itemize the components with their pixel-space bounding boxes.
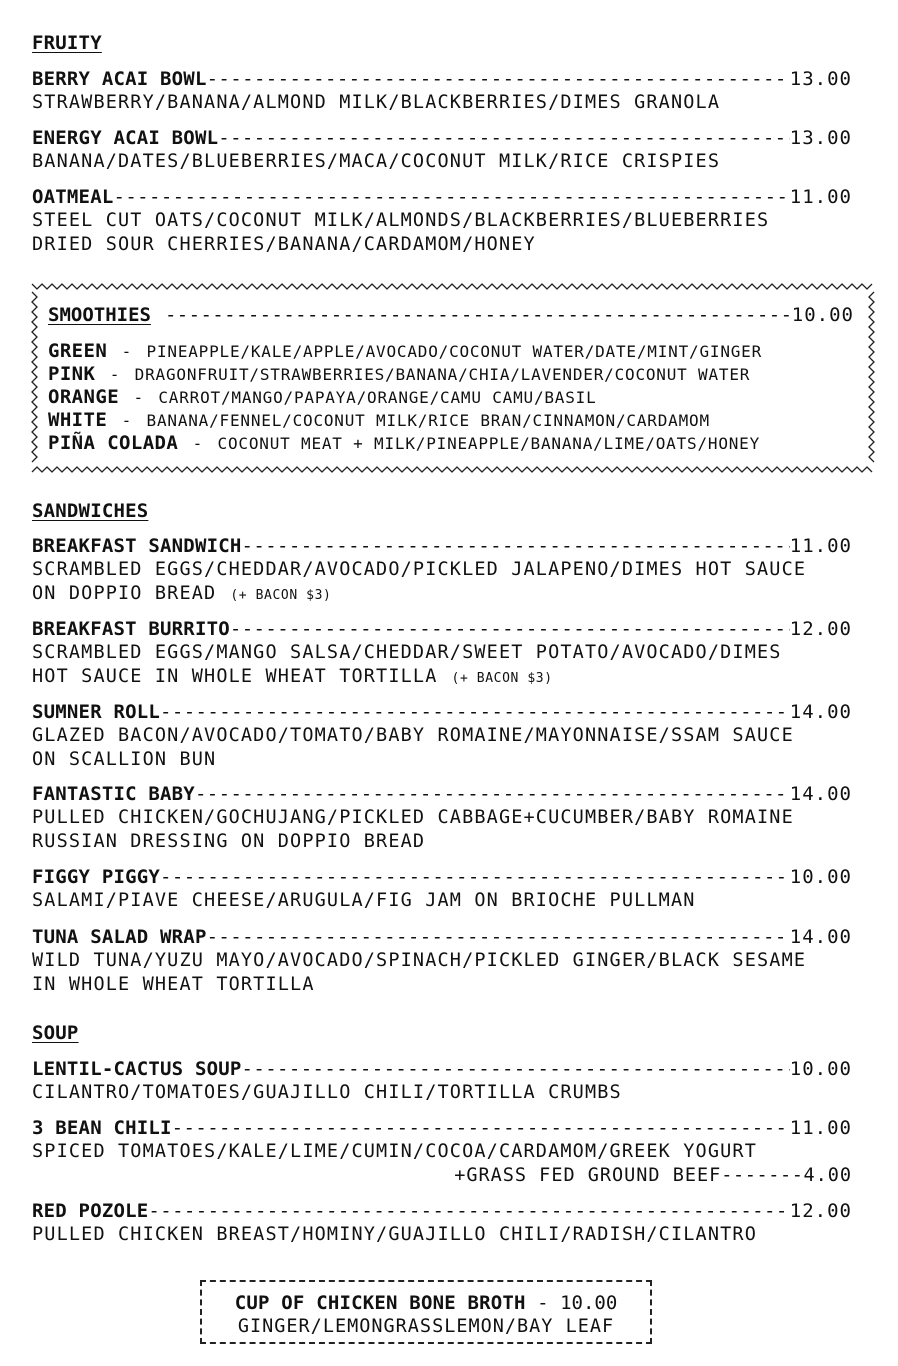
item-price: 14.00 [789, 783, 852, 805]
broth-price: 10.00 [560, 1292, 618, 1314]
dot-leader [242, 1058, 790, 1081]
dot-leader [165, 304, 792, 326]
addon-price: 4.00 [803, 1164, 852, 1186]
smoothie-description: COCONUT MEAT + MILK/PINEAPPLE/BANANA/LIME/OATS/HONEY [217, 434, 761, 453]
smoothie-name: WHITE [48, 409, 108, 431]
item-price: 10.00 [789, 1058, 852, 1080]
item-description: DRIED SOUR CHERRIES/BANANA/CARDAMOM/HONEY [32, 233, 536, 255]
item-name: BREAKFAST SANDWICH [32, 535, 242, 557]
item-addon-row [32, 1164, 852, 1188]
item-price: 12.00 [789, 1200, 852, 1222]
smoothie-separator: - [121, 342, 133, 361]
item-name: 3 BEAN CHILI [32, 1117, 172, 1139]
broth-description: GINGER/LEMONGRASSLEMON/BAY LEAF [237, 1316, 615, 1337]
item-description: WILD TUNA/YUZU MAYO/AVOCADO/SPINACH/PICKLED GINGER/BLACK SESAME [32, 950, 807, 971]
dot-leader: ------- [721, 1164, 804, 1186]
broth-name: CUP OF CHICKEN BONE BROTH [234, 1292, 526, 1314]
smoothie-separator: - [192, 434, 204, 453]
item-name: TUNA SALAD WRAP [32, 926, 207, 948]
menu-item-lentil-cactus-soup [32, 1058, 852, 1105]
smoothie-name: ORANGE [48, 386, 120, 408]
item-description: SCRAMBLED EGGS/CHEDDAR/AVOCADO/PICKLED JALAPENO/DIMES HOT SAUCE [32, 559, 807, 580]
dot-leader [113, 186, 789, 209]
menu-item-breakfast-burrito [32, 618, 852, 690]
menu-item-oatmeal [32, 186, 852, 256]
smoothie-separator: - [109, 365, 121, 384]
section-title-soup: SOUP [32, 1022, 79, 1044]
smoothie-item-pink [48, 363, 858, 386]
addon-label: +GRASS FED GROUND BEEF [454, 1164, 722, 1186]
item-description: PULLED CHICKEN BREAST/HOMINY/GUAJILLO CHILI/RADISH/CILANTRO [32, 1224, 757, 1245]
item-description: BANANA/DATES/BLUEBERRIES/MACA/COCONUT MILK/RICE CRISPIES [32, 151, 721, 172]
dot-leader [148, 1200, 789, 1223]
item-description: ON DOPPIO BREAD [32, 582, 217, 604]
item-description: STRAWBERRY/BANANA/ALMOND MILK/BLACKBERRIES/DIMES GRANOLA [32, 92, 721, 113]
smoothie-separator: - [121, 411, 133, 430]
smoothie-item-pina-colada [48, 432, 858, 455]
menu-item-energy-acai-bowl [32, 127, 852, 174]
item-description: PULLED CHICKEN/GOCHUJANG/PICKLED CABBAGE+CUCUMBER/BABY ROMAINE [32, 807, 794, 828]
item-name: RED POZOLE [32, 1200, 149, 1222]
smoothie-description: PINEAPPLE/KALE/APPLE/AVOCADO/COCONUT WATER/DATE/MINT/GINGER [146, 342, 763, 361]
item-description: SPICED TOMATOES/KALE/LIME/CUMIN/COCOA/CARDAMOM/GREEK YOGURT [32, 1141, 757, 1162]
item-description: SALAMI/PIAVE CHEESE/ARUGULA/FIG JAM ON BRIOCHE PULLMAN [32, 890, 696, 911]
item-description: GLAZED BACON/AVOCADO/TOMATO/BABY ROMAINE/MAYONNAISE/SSAM SAUCE [32, 725, 794, 746]
item-price: 14.00 [789, 701, 852, 723]
item-price: 11.00 [789, 186, 852, 208]
smoothie-name: PINK [48, 363, 96, 385]
dot-leader [160, 866, 790, 889]
item-description: CILANTRO/TOMATOES/GUAJILLO CHILI/TORTILLA CRUMBS [32, 1082, 622, 1103]
item-description: ON SCALLION BUN [32, 748, 217, 770]
item-name: FIGGY PIGGY [32, 866, 161, 888]
menu-item-sumner-roll [32, 701, 852, 771]
smoothie-name: PIÑA COLADA [48, 432, 179, 454]
addon-note: (+ BACON $3) [230, 587, 332, 603]
item-name: LENTIL-CACTUS SOUP [32, 1058, 242, 1080]
item-price: 10.00 [789, 866, 852, 888]
smoothie-description: BANANA/FENNEL/COCONUT MILK/RICE BRAN/CINNAMON/CARDAMOM [146, 411, 710, 430]
dot-leader [207, 68, 790, 91]
smoothie-item-orange [48, 386, 858, 409]
item-description-line [32, 582, 852, 608]
item-price: 12.00 [789, 618, 852, 640]
item-description: RUSSIAN DRESSING ON DOPPIO BREAD [32, 830, 426, 852]
section-title-smoothies: SMOOTHIES [48, 304, 151, 326]
bone-broth-box [200, 1280, 652, 1344]
section-title-fruity: FRUITY [32, 32, 102, 54]
smoothie-separator: - [133, 388, 144, 407]
broth-title-line [202, 1291, 650, 1315]
item-price: 13.00 [789, 127, 852, 149]
item-name: FANTASTIC BABY [32, 783, 195, 805]
smoothies-list [48, 340, 858, 455]
item-price: 11.00 [789, 535, 852, 557]
item-description: HOT SAUCE IN WHOLE WHEAT TORTILLA [32, 665, 438, 687]
menu-item-tuna-salad-wrap [32, 926, 852, 996]
smoothie-item-white [48, 409, 858, 432]
item-price: 13.00 [789, 68, 852, 90]
dot-leader [230, 618, 790, 641]
broth-separator: - [537, 1292, 549, 1314]
item-price: 14.00 [789, 926, 852, 948]
smoothie-name: GREEN [48, 340, 108, 362]
dot-leader [207, 926, 790, 949]
dot-leader [195, 783, 790, 806]
menu-item-red-pozole [32, 1200, 852, 1247]
item-name: OATMEAL [32, 186, 114, 208]
menu-item-berry-acai-bowl [32, 68, 852, 115]
dot-leader [160, 701, 790, 724]
item-name: BREAKFAST BURRITO [32, 618, 230, 640]
addon-note: (+ BACON $3) [451, 670, 553, 686]
smoothie-description: DRAGONFRUIT/STRAWBERRIES/BANANA/CHIA/LAVENDER/COCONUT WATER [134, 365, 751, 384]
item-name: BERRY ACAI BOWL [32, 68, 207, 90]
smoothie-description: CARROT/MANGO/PAPAYA/ORANGE/CAMU CAMU/BASIL [158, 388, 597, 407]
smoothies-price: 10.00 [791, 304, 854, 326]
item-name: ENERGY ACAI BOWL [32, 127, 219, 149]
smoothies-header [48, 304, 854, 326]
item-description: IN WHOLE WHEAT TORTILLA [32, 973, 315, 995]
smoothies-box [30, 282, 876, 474]
menu-item-fantastic-baby [32, 783, 852, 853]
item-description-line [32, 665, 852, 691]
dot-leader [172, 1117, 790, 1140]
menu-item-breakfast-sandwich [32, 535, 852, 607]
section-title-sandwiches: SANDWICHES [32, 500, 149, 522]
dot-leader [218, 127, 790, 150]
menu-item-figgy-piggy [32, 866, 852, 913]
item-name: SUMNER ROLL [32, 701, 161, 723]
item-description: STEEL CUT OATS/COCONUT MILK/ALMONDS/BLACKBERRIES/BLUEBERRIES [32, 210, 770, 231]
dot-leader [242, 535, 790, 558]
item-description: SCRAMBLED EGGS/MANGO SALSA/CHEDDAR/SWEET POTATO/AVOCADO/DIMES [32, 642, 782, 663]
item-price: 11.00 [789, 1117, 852, 1139]
smoothie-item-green [48, 340, 858, 363]
menu-item-3-bean-chili [32, 1117, 852, 1187]
